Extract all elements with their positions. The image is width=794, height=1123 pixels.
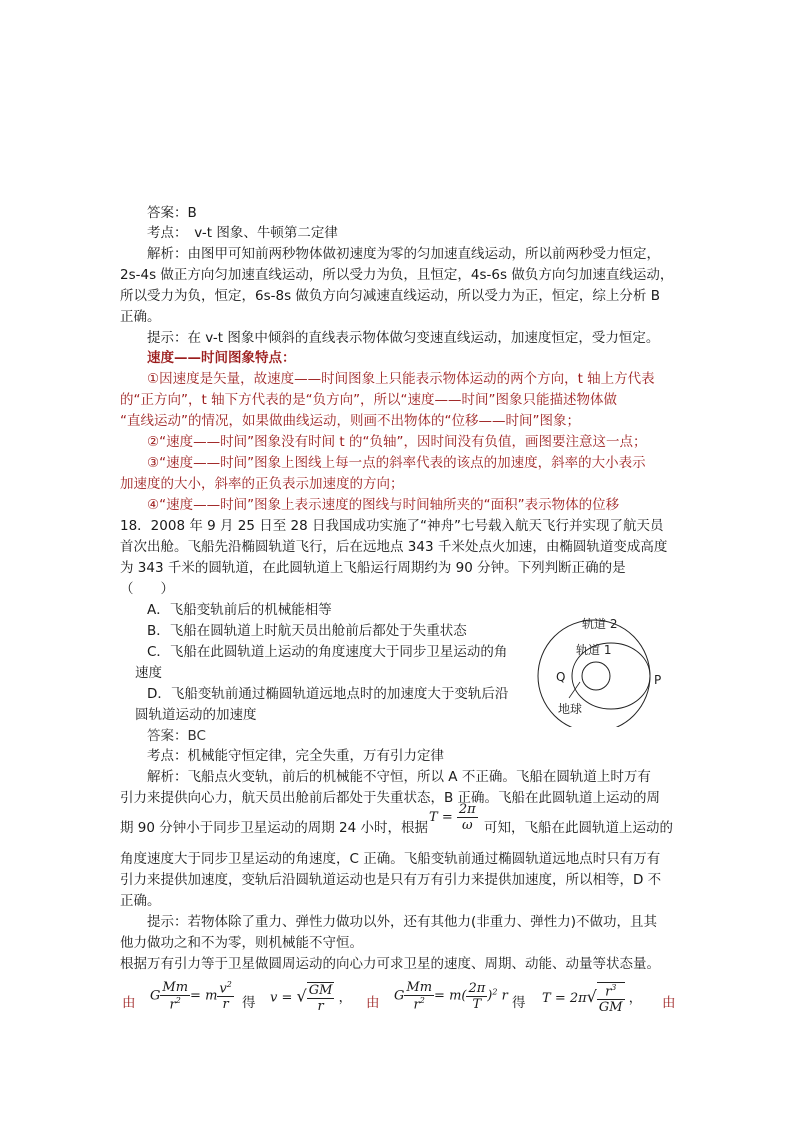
formula-gravity-period: G $\frac{Mm}{r^2}$ = m( $\frac{2\pi}{T}$ )$^2$ r xyxy=(394,980,508,1013)
answer-1: 答案：B xyxy=(147,205,197,221)
analysis-1-line-3: 所以受力为负，恒定，6s-8s 做负方向匀减速直线运动，所以受力为正，恒定，综上分析 B xyxy=(120,288,660,304)
vt-line-5: ③“速度——时间”图象上图线上每一点的斜率代表的该点的加速度，斜率的大小表示 xyxy=(147,455,646,471)
point-q-label: Q xyxy=(556,670,566,684)
q18-stem-1: 18．2008 年 9 月 25 日至 28 日我国成功实施了“神舟”七号载入航天飞行并实现了航天员 xyxy=(120,518,664,534)
analysis-2-line-5: 引力来提供加速度，变轨后沿圆轨道运动也是只有万有引力来提供加速度，所以相等，D 不 xyxy=(120,872,662,888)
option-d: D．飞船变轨前通过椭圆轨道远地点时的加速度大于变轨后沿 xyxy=(147,686,509,702)
formula-word-de-1: 得 xyxy=(242,995,256,1011)
point-p-label: P xyxy=(654,673,662,687)
orbit-figure xyxy=(532,612,672,727)
vt-line-4: ②“速度——时间”图象没有时间 t 的“负轴”，因时间没有负值，画图要注意这一点； xyxy=(147,434,647,450)
option-c: C．飞船在此圆轨道上运动的角度速度大于同步卫星运动的角 xyxy=(147,644,508,660)
analysis-1-line-4: 正确。 xyxy=(120,309,161,325)
earth-circle xyxy=(582,662,610,690)
answer-2: 答案：BC xyxy=(147,728,206,744)
vt-heading: 速度——时间图象特点： xyxy=(147,350,296,366)
option-b: B．飞船在圆轨道上时航天员出舱前后都处于失重状态 xyxy=(147,623,467,639)
formula-word-you-3: 由 xyxy=(662,995,676,1011)
topic-1: 考点： v-t 图象、牛顿第二定律 xyxy=(147,225,338,241)
orbit-1-label: 轨道 1 xyxy=(576,643,612,657)
earth-pointer xyxy=(569,682,580,698)
formula-period-omega: T = $\frac{2\pi}{\omega}$ xyxy=(429,802,476,833)
vt-line-2: 的“正方向”，t 轴下方代表的是“负方向”，所以“速度——时间”图象只能描述物体做 xyxy=(120,392,618,408)
earth-label: 地球 xyxy=(558,702,583,716)
formula-gravity-velocity: G $\frac{Mm}{r^2}$ = m $\frac{v^2}{r}$ xyxy=(150,980,232,1013)
orbit-2-circle xyxy=(538,620,650,727)
formula-velocity: v = √ $\frac{GM}{r}$ ， xyxy=(270,983,352,1014)
vt-line-7: ④“速度——时间”图象上表示速度的图线与时间轴所夹的“面积”表示物体的位移 xyxy=(147,497,620,513)
analysis-1-line-1: 解析：由图甲可知前两秒物体做初速度为零的匀加速直线运动，所以前两秒受力恒定， xyxy=(147,246,660,262)
vt-line-1: ①因速度是矢量，故速度——时间图象上只能表示物体运动的两个方向，t 轴上方代表 xyxy=(147,371,655,387)
analysis-2-line-3a: 期 90 分钟小于同步卫星运动的周期 24 小时，根据 xyxy=(120,820,429,836)
option-d-cont: 圆轨道运动的加速度 xyxy=(135,707,257,723)
analysis-2-line-2: 引力来提供向心力，航天员出舱前后都处于失重状态，B 正确。飞船在此圆轨道上运动的周 xyxy=(120,790,661,806)
formula-word-you-2: 由 xyxy=(366,995,380,1011)
formula-word-you-1: 由 xyxy=(122,995,136,1011)
analysis-2-line-6: 正确。 xyxy=(120,893,161,909)
q18-stem-3: 为 343 千米的圆轨道，在此圆轨道上飞船运行周期约为 90 分钟。下列判断正确的是 xyxy=(120,560,626,576)
analysis-2-line-4: 角度速度大于同步卫星运动的角速度，C 正确。飞船变轨前通过椭圆轨道远地点时只有万有 xyxy=(120,851,661,867)
summary-line: 根据万有引力等于卫星做圆周运动的向心力可求卫星的速度、周期、动能、动量等状态量。 xyxy=(120,956,660,972)
analysis-1-line-2: 2s-4s 做正方向匀加速直线运动，所以受力为负，且恒定，4s-6s 做负方向匀加速直线运动， xyxy=(120,267,674,283)
vt-line-3: “直线运动”的情况，如果做曲线运动，则画不出物体的“位移——时间”图象； xyxy=(120,413,580,429)
hint-1: 提示：在 v-t 图象中倾斜的直线表示物体做匀变速直线运动，加速度恒定，受力恒定。 xyxy=(147,330,660,346)
analysis-2-line-1: 解析：飞船点火变轨，前后的机械能不守恒，所以 A 不正确。飞船在圆轨道上时万有 xyxy=(147,769,651,785)
hint-2-line-2: 他力做功之和不为零，则机械能不守恒。 xyxy=(120,935,363,951)
formula-period: T = 2π√ $\frac{r^3}{GM}$ ， xyxy=(542,983,642,1016)
vt-line-6: 加速度的大小，斜率的正负表示加速度的方向； xyxy=(120,476,404,492)
analysis-2-line-3b: 可知，飞船在此圆轨道上运动的 xyxy=(484,820,673,836)
orbit-2-label: 轨道 2 xyxy=(582,617,618,631)
option-c-cont: 速度 xyxy=(135,665,162,681)
formula-word-de-2: 得 xyxy=(512,995,526,1011)
q18-stem-2: 首次出舱。飞船先沿椭圆轨道飞行，后在远地点 343 千米处点火加速，由椭圆轨道变成高度 xyxy=(120,539,668,555)
q18-stem-4: （ ） xyxy=(120,581,174,597)
option-a: A．飞船变轨前后的机械能相等 xyxy=(147,602,332,618)
topic-2: 考点：机械能守恒定律，完全失重，万有引力定律 xyxy=(147,748,444,764)
hint-2-line-1: 提示：若物体除了重力、弹性力做功以外，还有其他力(非重力、弹性力)不做功，且其 xyxy=(147,914,658,930)
